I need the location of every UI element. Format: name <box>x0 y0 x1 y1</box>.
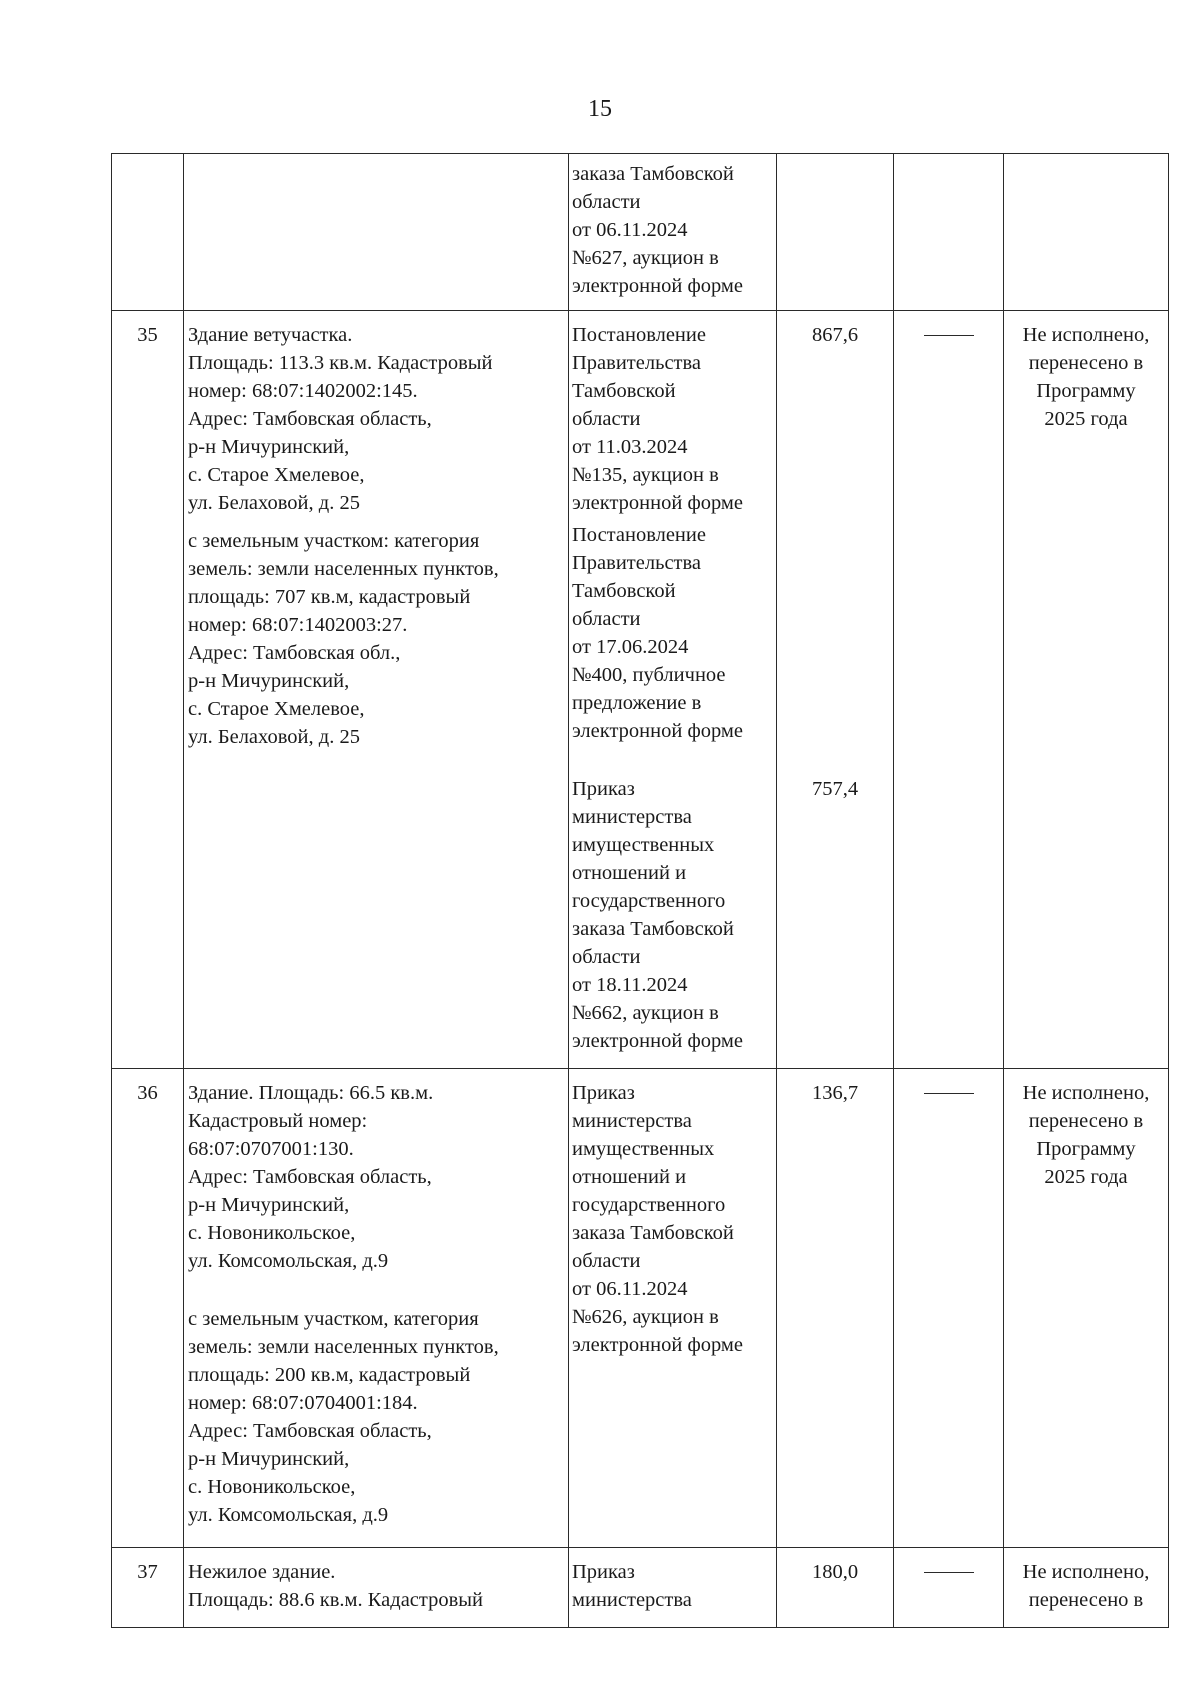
doc-line: государственного <box>572 890 726 912</box>
doc-line: предложение в <box>572 692 702 714</box>
cell-sum <box>777 154 894 311</box>
doc-line: Постановление <box>572 324 706 346</box>
cell-sum <box>777 1069 894 1548</box>
desc-line: Площадь: 113.3 кв.м. Кадастровый <box>188 352 493 374</box>
cell-status <box>1004 154 1169 311</box>
doc-line: заказа Тамбовской <box>572 1222 734 1244</box>
desc-line: р-н Мичуринский, <box>188 670 350 692</box>
property-table <box>111 153 1169 1628</box>
cell-dash <box>894 1069 1004 1548</box>
doc-line: области <box>572 191 641 213</box>
doc-line: №627, аукцион в <box>572 247 719 269</box>
cell-dash <box>894 154 1004 311</box>
cell-num: 35 <box>112 311 184 1069</box>
doc-line: Тамбовской <box>572 380 676 402</box>
doc-line: государственного <box>572 1194 726 1216</box>
desc-line: Адрес: Тамбовская область, <box>188 1420 432 1442</box>
cell-document <box>569 311 777 1069</box>
status-line: Не исполнено, <box>1022 324 1150 346</box>
desc-line: с. Новоникольское, <box>188 1476 356 1498</box>
doc-line: Приказ <box>572 778 635 800</box>
desc-line: 68:07:0707001:130. <box>188 1138 354 1160</box>
desc-line: Адрес: Тамбовская область, <box>188 408 432 430</box>
desc-line: ул. Комсомольская, д.9 <box>188 1504 389 1526</box>
desc-line: р-н Мичуринский, <box>188 436 350 458</box>
desc-line: с. Старое Хмелевое, <box>188 698 365 720</box>
doc-line: области <box>572 946 641 968</box>
doc-line: от 06.11.2024 <box>572 1278 688 1300</box>
cell-num: 37 <box>112 1548 184 1628</box>
desc-line: Здание. Площадь: 66.5 кв.м. <box>188 1082 434 1104</box>
cell-description <box>184 1069 569 1548</box>
status-line: Не исполнено, <box>1022 1561 1150 1583</box>
table-row-36 <box>112 1069 1169 1548</box>
desc-line: Нежилое здание. <box>188 1561 336 1583</box>
doc-line: отношений и <box>572 1166 687 1188</box>
doc-line: Приказ <box>572 1082 635 1104</box>
desc-line: р-н Мичуринский, <box>188 1448 350 1470</box>
doc-line: №135, аукцион в <box>572 464 719 486</box>
desc-line: Кадастровый номер: <box>188 1110 368 1132</box>
doc-line: министерства <box>572 1589 692 1611</box>
desc-line: ул. Комсомольская, д.9 <box>188 1250 389 1272</box>
doc-line: имущественных <box>572 834 715 856</box>
desc-line: ул. Белаховой, д. 25 <box>188 492 360 514</box>
desc-line: с земельным участком: категория <box>188 530 480 552</box>
cell-status <box>1004 311 1169 1069</box>
doc-line: от 06.11.2024 <box>572 219 688 241</box>
cell-sum <box>777 1548 894 1628</box>
doc-line: Правительства <box>572 352 702 374</box>
cell-num: 36 <box>112 1069 184 1548</box>
doc-line: электронной форме <box>572 1334 743 1356</box>
table-row-35 <box>112 311 1169 1069</box>
cell-sum <box>777 311 894 1069</box>
doc-line: Приказ <box>572 1561 635 1583</box>
desc-line: номер: 68:07:0704001:184. <box>188 1392 418 1414</box>
table-row-37 <box>112 1548 1169 1628</box>
cell-description <box>184 311 569 1069</box>
doc-line: №662, аукцион в <box>572 1002 719 1024</box>
doc-line: области <box>572 1250 641 1272</box>
sum-value: 180,0 <box>811 1561 859 1583</box>
doc-line: электронной форме <box>572 1030 743 1052</box>
doc-line: заказа Тамбовской <box>572 918 734 940</box>
desc-line: Площадь: 88.6 кв.м. Кадастровый <box>188 1589 484 1611</box>
doc-line: от 18.11.2024 <box>572 974 688 996</box>
doc-line: отношений и <box>572 862 687 884</box>
desc-line: площадь: 200 кв.м, кадастровый <box>188 1364 471 1386</box>
doc-line: №400, публичное <box>572 664 726 686</box>
cell-document <box>569 1069 777 1548</box>
desc-line: земель: земли населенных пунктов, <box>188 1336 499 1358</box>
cell-dash <box>894 311 1004 1069</box>
status-line: 2025 года <box>1044 1166 1128 1188</box>
cell-document <box>569 1548 777 1628</box>
desc-line: Здание ветучастка. <box>188 324 353 346</box>
status-line: перенесено в <box>1028 1110 1144 1132</box>
doc-line: №626, аукцион в <box>572 1306 719 1328</box>
desc-line: с. Старое Хмелевое, <box>188 464 365 486</box>
doc-line: от 17.06.2024 <box>572 636 689 658</box>
doc-line: Тамбовской <box>572 580 676 602</box>
cell-description <box>184 1548 569 1628</box>
doc-line: области <box>572 408 641 430</box>
desc-line: номер: 68:07:1402002:145. <box>188 380 418 402</box>
desc-line: ул. Белаховой, д. 25 <box>188 726 360 748</box>
desc-line: земель: земли населенных пунктов, <box>188 558 499 580</box>
cell-dash <box>894 1548 1004 1628</box>
dash-mark <box>924 1558 974 1573</box>
sum-value: 757,4 <box>811 778 859 800</box>
desc-line: Адрес: Тамбовская область, <box>188 1166 432 1188</box>
cell-description <box>184 154 569 311</box>
status-line: Не исполнено, <box>1022 1082 1150 1104</box>
cell-num <box>112 154 184 311</box>
desc-line: с земельным участком, категория <box>188 1308 479 1330</box>
sum-value: 867,6 <box>811 324 859 346</box>
doc-line: имущественных <box>572 1138 715 1160</box>
table-row-continuation <box>112 154 1169 311</box>
dash-mark <box>924 1079 974 1094</box>
page-number: 15 <box>588 96 612 122</box>
doc-line: Правительства <box>572 552 702 574</box>
doc-line: заказа Тамбовской <box>572 163 734 185</box>
cell-status <box>1004 1069 1169 1548</box>
doc-line: Постановление <box>572 524 706 546</box>
desc-line: номер: 68:07:1402003:27. <box>188 614 408 636</box>
status-line: перенесено в <box>1028 1589 1144 1611</box>
cell-document <box>569 154 777 311</box>
doc-line: министерства <box>572 1110 692 1132</box>
desc-line: Адрес: Тамбовская обл., <box>188 642 401 664</box>
doc-line: электронной форме <box>572 720 743 742</box>
status-line: 2025 года <box>1044 408 1128 430</box>
doc-line: от 11.03.2024 <box>572 436 688 458</box>
desc-line: площадь: 707 кв.м, кадастровый <box>188 586 471 608</box>
status-line: Программу <box>1036 380 1136 402</box>
status-line: перенесено в <box>1028 352 1144 374</box>
desc-line: с. Новоникольское, <box>188 1222 356 1244</box>
cell-status <box>1004 1548 1169 1628</box>
sum-value: 136,7 <box>811 1082 859 1104</box>
desc-line: р-н Мичуринский, <box>188 1194 350 1216</box>
doc-line: электронной форме <box>572 275 743 297</box>
doc-line: электронной форме <box>572 492 743 514</box>
doc-line: министерства <box>572 806 692 828</box>
status-line: Программу <box>1036 1138 1136 1160</box>
doc-line: области <box>572 608 641 630</box>
dash-mark <box>924 321 974 336</box>
